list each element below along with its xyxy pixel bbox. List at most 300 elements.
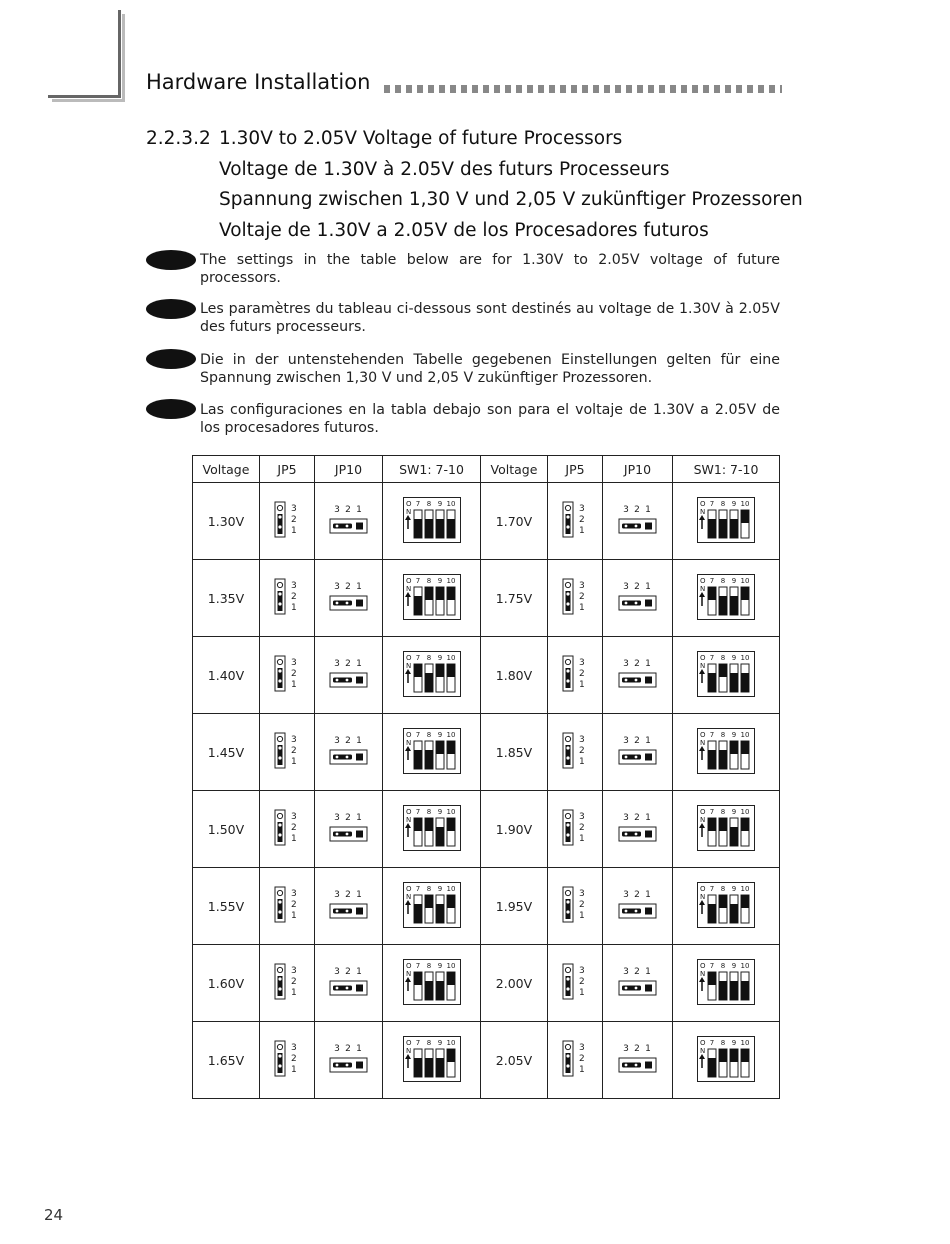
- svg-text:3: 3: [579, 1042, 585, 1053]
- svg-text:2: 2: [579, 899, 585, 910]
- svg-text:10: 10: [740, 499, 750, 508]
- svg-text:3: 3: [622, 1043, 629, 1054]
- voltage-cell: 1.80V: [481, 637, 548, 714]
- svg-text:2: 2: [633, 581, 640, 592]
- column-header: JP10: [315, 456, 383, 483]
- svg-text:1: 1: [644, 812, 651, 823]
- svg-text:N: N: [700, 661, 706, 670]
- svg-text:2: 2: [633, 735, 640, 746]
- dip-switch-icon: [403, 574, 461, 620]
- dip-switch-icon: [697, 728, 755, 774]
- svg-text:2: 2: [633, 658, 640, 669]
- svg-text:8: 8: [426, 807, 431, 816]
- svg-text:2: 2: [344, 966, 351, 977]
- svg-text:7: 7: [415, 1038, 420, 1047]
- svg-text:10: 10: [740, 653, 750, 662]
- svg-text:2: 2: [344, 581, 351, 592]
- jp5-cell: [260, 714, 315, 791]
- voltage-cell: 1.30V: [193, 483, 260, 560]
- svg-text:2: 2: [579, 668, 585, 679]
- svg-text:3: 3: [333, 889, 340, 900]
- svg-text:1: 1: [644, 581, 651, 592]
- jp5-jumper-icon: [274, 1040, 300, 1078]
- svg-text:1: 1: [644, 889, 651, 900]
- header-dot-leader: [384, 85, 782, 93]
- svg-text:3: 3: [622, 735, 629, 746]
- column-header: Voltage: [481, 456, 548, 483]
- jp5-cell: [260, 945, 315, 1022]
- svg-text:10: 10: [446, 807, 455, 816]
- jp10-cell: [315, 560, 383, 637]
- sw1-cell: [673, 791, 780, 868]
- svg-text:8: 8: [426, 1038, 431, 1047]
- svg-text:7: 7: [709, 653, 715, 662]
- svg-text:8: 8: [720, 499, 726, 508]
- svg-text:2: 2: [633, 1043, 640, 1054]
- svg-text:O: O: [405, 730, 412, 739]
- svg-text:10: 10: [740, 1038, 750, 1047]
- voltage-cell: 1.35V: [193, 560, 260, 637]
- svg-text:3: 3: [291, 1042, 297, 1053]
- svg-text:1: 1: [291, 602, 297, 613]
- sw1-cell: [673, 637, 780, 714]
- svg-text:2: 2: [633, 889, 640, 900]
- svg-text:3: 3: [333, 735, 340, 746]
- svg-text:10: 10: [446, 961, 455, 970]
- svg-text:9: 9: [731, 884, 737, 893]
- sw1-cell: [383, 868, 481, 945]
- svg-text:2: 2: [291, 822, 297, 833]
- svg-text:7: 7: [709, 961, 715, 970]
- corner-mark: [48, 95, 120, 98]
- jp5-cell: [548, 560, 603, 637]
- jp5-jumper-icon: [274, 578, 300, 616]
- svg-text:N: N: [405, 969, 411, 978]
- jp5-cell: [548, 637, 603, 714]
- svg-text:O: O: [700, 884, 706, 893]
- jp5-cell: [548, 945, 603, 1022]
- jp10-jumper-icon: [618, 503, 658, 537]
- page-number: 24: [44, 1206, 64, 1224]
- svg-text:7: 7: [415, 884, 420, 893]
- svg-text:1: 1: [355, 812, 362, 823]
- svg-text:9: 9: [437, 730, 442, 739]
- svg-text:N: N: [405, 584, 411, 593]
- svg-text:10: 10: [740, 807, 750, 816]
- jp10-cell: [603, 637, 673, 714]
- column-header: Voltage: [193, 456, 260, 483]
- column-header: SW1: 7-10: [673, 456, 780, 483]
- dip-switch-icon: [403, 1036, 461, 1082]
- svg-text:8: 8: [426, 884, 431, 893]
- svg-text:N: N: [700, 815, 706, 824]
- jp10-jumper-icon: [329, 657, 369, 691]
- section-heading: [146, 124, 803, 246]
- svg-text:9: 9: [437, 653, 442, 662]
- svg-text:9: 9: [437, 1038, 442, 1047]
- svg-text:2: 2: [291, 1053, 297, 1064]
- jp10-cell: [315, 714, 383, 791]
- svg-text:9: 9: [731, 653, 737, 662]
- jumper-settings-table: [192, 455, 780, 1099]
- svg-text:7: 7: [415, 961, 420, 970]
- svg-text:1: 1: [579, 525, 585, 536]
- voltage-cell: 1.90V: [481, 791, 548, 868]
- jp5-jumper-icon: [274, 809, 300, 847]
- language-marker-es: [146, 399, 196, 419]
- svg-text:N: N: [405, 738, 411, 747]
- svg-text:2: 2: [633, 812, 640, 823]
- svg-text:9: 9: [437, 499, 442, 508]
- svg-text:8: 8: [426, 730, 431, 739]
- svg-text:1: 1: [644, 735, 651, 746]
- svg-text:O: O: [405, 807, 412, 816]
- svg-text:9: 9: [731, 730, 737, 739]
- svg-text:N: N: [700, 507, 706, 516]
- jp10-cell: [315, 868, 383, 945]
- svg-text:3: 3: [579, 811, 585, 822]
- jp10-cell: [315, 637, 383, 714]
- svg-text:1: 1: [355, 504, 362, 515]
- section-title-en: 1.30V to 2.05V Voltage of future Processors: [219, 128, 623, 149]
- svg-text:8: 8: [426, 499, 431, 508]
- dip-switch-icon: [697, 882, 755, 928]
- svg-text:8: 8: [720, 807, 726, 816]
- dip-switch-icon: [403, 882, 461, 928]
- svg-text:2: 2: [579, 591, 585, 602]
- svg-text:3: 3: [579, 503, 585, 514]
- paragraph-fr: Les paramètres du tableau ci-dessous sont destinés au voltage de 1.30V à 2.05V des futurs processeurs.: [200, 301, 780, 335]
- svg-text:3: 3: [622, 812, 629, 823]
- svg-text:O: O: [700, 807, 706, 816]
- svg-text:3: 3: [291, 503, 297, 514]
- sw1-cell: [383, 791, 481, 868]
- jp5-jumper-icon: [274, 501, 300, 539]
- svg-text:1: 1: [355, 658, 362, 669]
- svg-text:2: 2: [579, 976, 585, 987]
- svg-text:7: 7: [709, 499, 715, 508]
- chapter-header: Hardware Installation: [146, 70, 371, 94]
- voltage-cell: 1.95V: [481, 868, 548, 945]
- svg-text:2: 2: [579, 514, 585, 525]
- svg-text:O: O: [700, 730, 706, 739]
- svg-text:10: 10: [446, 499, 455, 508]
- jp10-cell: [603, 483, 673, 560]
- svg-text:2: 2: [344, 812, 351, 823]
- jp10-jumper-icon: [618, 965, 658, 999]
- voltage-cell: 1.60V: [193, 945, 260, 1022]
- svg-text:O: O: [700, 961, 706, 970]
- voltage-cell: 1.55V: [193, 868, 260, 945]
- jp5-jumper-icon: [562, 809, 588, 847]
- svg-text:3: 3: [333, 658, 340, 669]
- svg-text:N: N: [700, 1046, 706, 1055]
- svg-text:3: 3: [291, 734, 297, 745]
- jp5-jumper-icon: [274, 732, 300, 770]
- jp10-jumper-icon: [618, 580, 658, 614]
- svg-text:10: 10: [446, 576, 455, 585]
- jp10-jumper-icon: [618, 734, 658, 768]
- svg-text:9: 9: [437, 807, 442, 816]
- svg-text:7: 7: [415, 576, 420, 585]
- sw1-cell: [673, 483, 780, 560]
- jp5-cell: [548, 868, 603, 945]
- svg-text:O: O: [405, 1038, 412, 1047]
- svg-text:7: 7: [415, 653, 420, 662]
- language-marker-en: [146, 250, 196, 270]
- jp10-cell: [315, 1022, 383, 1099]
- svg-text:1: 1: [355, 581, 362, 592]
- jp5-jumper-icon: [562, 501, 588, 539]
- svg-text:10: 10: [740, 730, 750, 739]
- sw1-cell: [673, 945, 780, 1022]
- svg-text:1: 1: [355, 1043, 362, 1054]
- section-title-es: Voltaje de 1.30V a 2.05V de los Procesadores futuros: [219, 219, 709, 241]
- jp5-jumper-icon: [562, 732, 588, 770]
- table-row: [193, 868, 780, 945]
- svg-text:2: 2: [291, 899, 297, 910]
- sw1-cell: [383, 945, 481, 1022]
- jp5-jumper-icon: [562, 1040, 588, 1078]
- svg-text:7: 7: [415, 730, 420, 739]
- svg-text:1: 1: [291, 679, 297, 690]
- dip-switch-icon: [403, 959, 461, 1005]
- svg-text:1: 1: [644, 1043, 651, 1054]
- sw1-cell: [383, 714, 481, 791]
- svg-text:1: 1: [644, 658, 651, 669]
- jp10-jumper-icon: [329, 503, 369, 537]
- svg-text:3: 3: [333, 812, 340, 823]
- svg-text:3: 3: [333, 966, 340, 977]
- svg-text:2: 2: [579, 822, 585, 833]
- svg-text:3: 3: [622, 966, 629, 977]
- svg-text:9: 9: [731, 1038, 737, 1047]
- table-row: [193, 714, 780, 791]
- svg-text:7: 7: [415, 499, 420, 508]
- jp10-jumper-icon: [618, 888, 658, 922]
- svg-text:3: 3: [333, 581, 340, 592]
- svg-text:8: 8: [720, 1038, 726, 1047]
- svg-text:3: 3: [622, 504, 629, 515]
- svg-text:N: N: [700, 892, 706, 901]
- svg-text:8: 8: [426, 961, 431, 970]
- svg-text:10: 10: [740, 884, 750, 893]
- svg-text:8: 8: [720, 730, 726, 739]
- sw1-cell: [673, 714, 780, 791]
- svg-text:2: 2: [579, 1053, 585, 1064]
- svg-text:2: 2: [291, 745, 297, 756]
- jp5-cell: [260, 791, 315, 868]
- section-number: 2.2.3.2: [146, 128, 211, 149]
- table-row: [193, 560, 780, 637]
- svg-text:7: 7: [709, 1038, 715, 1047]
- svg-text:2: 2: [291, 514, 297, 525]
- jp10-jumper-icon: [329, 580, 369, 614]
- table-header-row: [193, 456, 780, 483]
- jp10-jumper-icon: [618, 1042, 658, 1076]
- jp10-cell: [603, 560, 673, 637]
- svg-text:10: 10: [740, 961, 750, 970]
- dip-switch-icon: [697, 1036, 755, 1082]
- svg-text:3: 3: [622, 581, 629, 592]
- svg-text:2: 2: [579, 745, 585, 756]
- paragraph-en: The settings in the table below are for 1.30V to 2.05V voltage of future processors.: [200, 252, 780, 286]
- svg-text:N: N: [405, 661, 411, 670]
- svg-text:8: 8: [720, 576, 726, 585]
- svg-text:9: 9: [437, 576, 442, 585]
- voltage-cell: 2.05V: [481, 1022, 548, 1099]
- svg-text:3: 3: [579, 580, 585, 591]
- svg-text:2: 2: [633, 504, 640, 515]
- svg-text:7: 7: [709, 884, 715, 893]
- jp5-jumper-icon: [562, 963, 588, 1001]
- voltage-cell: 1.65V: [193, 1022, 260, 1099]
- svg-text:1: 1: [579, 756, 585, 767]
- svg-text:3: 3: [291, 811, 297, 822]
- jp10-cell: [315, 791, 383, 868]
- svg-text:N: N: [405, 815, 411, 824]
- sw1-cell: [673, 1022, 780, 1099]
- dip-switch-icon: [403, 805, 461, 851]
- svg-text:1: 1: [579, 1064, 585, 1075]
- jp10-cell: [315, 945, 383, 1022]
- svg-text:2: 2: [291, 668, 297, 679]
- svg-text:9: 9: [731, 807, 737, 816]
- svg-text:8: 8: [720, 961, 726, 970]
- jp5-cell: [548, 1022, 603, 1099]
- svg-text:10: 10: [446, 884, 455, 893]
- svg-text:O: O: [700, 499, 706, 508]
- jp5-cell: [260, 560, 315, 637]
- svg-text:3: 3: [291, 657, 297, 668]
- dip-switch-icon: [697, 805, 755, 851]
- voltage-cell: 1.75V: [481, 560, 548, 637]
- column-header: SW1: 7-10: [383, 456, 481, 483]
- dip-switch-icon: [697, 574, 755, 620]
- svg-text:8: 8: [720, 653, 726, 662]
- svg-text:1: 1: [579, 910, 585, 921]
- jp10-jumper-icon: [329, 1042, 369, 1076]
- jp10-cell: [603, 1022, 673, 1099]
- table-row: [193, 483, 780, 560]
- corner-mark-shadow: [122, 14, 125, 102]
- svg-text:3: 3: [333, 504, 340, 515]
- svg-text:7: 7: [709, 730, 715, 739]
- jp10-cell: [603, 714, 673, 791]
- svg-text:N: N: [700, 584, 706, 593]
- svg-text:1: 1: [644, 966, 651, 977]
- voltage-cell: 2.00V: [481, 945, 548, 1022]
- dip-switch-icon: [403, 651, 461, 697]
- jp5-cell: [260, 637, 315, 714]
- svg-text:O: O: [700, 653, 706, 662]
- svg-text:9: 9: [731, 499, 737, 508]
- svg-text:9: 9: [731, 961, 737, 970]
- jp10-cell: [315, 483, 383, 560]
- svg-text:3: 3: [579, 657, 585, 668]
- svg-text:1: 1: [291, 833, 297, 844]
- svg-text:9: 9: [437, 961, 442, 970]
- svg-text:9: 9: [437, 884, 442, 893]
- svg-text:2: 2: [344, 735, 351, 746]
- svg-text:7: 7: [709, 807, 715, 816]
- jp5-jumper-icon: [274, 963, 300, 1001]
- jp5-jumper-icon: [562, 655, 588, 693]
- svg-text:1: 1: [291, 987, 297, 998]
- column-header: JP10: [603, 456, 673, 483]
- svg-text:3: 3: [622, 658, 629, 669]
- language-marker-fr: [146, 299, 196, 319]
- svg-text:O: O: [405, 576, 412, 585]
- svg-text:1: 1: [579, 833, 585, 844]
- voltage-cell: 1.70V: [481, 483, 548, 560]
- section-title-fr: Voltage de 1.30V à 2.05V des futurs Processeurs: [219, 158, 670, 180]
- column-header: JP5: [260, 456, 315, 483]
- svg-text:O: O: [405, 653, 412, 662]
- svg-text:O: O: [700, 1038, 706, 1047]
- sw1-cell: [673, 560, 780, 637]
- svg-text:1: 1: [579, 602, 585, 613]
- svg-text:2: 2: [344, 504, 351, 515]
- language-marker-de: [146, 349, 196, 369]
- svg-text:3: 3: [579, 965, 585, 976]
- sw1-cell: [383, 483, 481, 560]
- svg-text:1: 1: [355, 966, 362, 977]
- jp5-cell: [260, 868, 315, 945]
- sw1-cell: [673, 868, 780, 945]
- svg-text:O: O: [405, 884, 412, 893]
- voltage-cell: 1.50V: [193, 791, 260, 868]
- svg-text:9: 9: [731, 576, 737, 585]
- section-title-de: Spannung zwischen 1,30 V und 2,05 V zukünftiger Prozessoren: [219, 189, 803, 210]
- jp5-cell: [260, 483, 315, 560]
- jp5-cell: [548, 483, 603, 560]
- svg-text:1: 1: [579, 679, 585, 690]
- svg-text:2: 2: [344, 1043, 351, 1054]
- jp5-jumper-icon: [562, 578, 588, 616]
- svg-text:10: 10: [446, 730, 455, 739]
- jp10-jumper-icon: [618, 657, 658, 691]
- svg-text:2: 2: [344, 889, 351, 900]
- svg-text:1: 1: [644, 504, 651, 515]
- jp10-cell: [603, 868, 673, 945]
- svg-text:3: 3: [579, 888, 585, 899]
- sw1-cell: [383, 1022, 481, 1099]
- svg-text:8: 8: [426, 653, 431, 662]
- sw1-cell: [383, 560, 481, 637]
- svg-text:1: 1: [291, 1064, 297, 1075]
- svg-text:N: N: [405, 892, 411, 901]
- svg-text:3: 3: [579, 734, 585, 745]
- svg-text:2: 2: [344, 658, 351, 669]
- svg-text:N: N: [405, 1046, 411, 1055]
- svg-text:10: 10: [446, 653, 455, 662]
- svg-text:1: 1: [291, 756, 297, 767]
- dip-switch-icon: [697, 959, 755, 1005]
- svg-text:O: O: [700, 576, 706, 585]
- svg-text:3: 3: [291, 888, 297, 899]
- voltage-cell: 1.85V: [481, 714, 548, 791]
- svg-text:2: 2: [291, 591, 297, 602]
- jp5-jumper-icon: [274, 655, 300, 693]
- svg-text:10: 10: [446, 1038, 455, 1047]
- svg-text:1: 1: [291, 525, 297, 536]
- jp10-jumper-icon: [618, 811, 658, 845]
- svg-text:10: 10: [740, 576, 750, 585]
- svg-text:1: 1: [291, 910, 297, 921]
- column-header: JP5: [548, 456, 603, 483]
- svg-text:1: 1: [355, 735, 362, 746]
